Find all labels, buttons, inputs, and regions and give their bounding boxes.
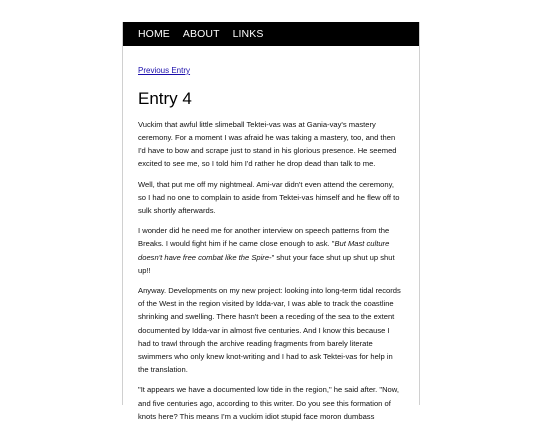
paragraph-3-italic-quote: But Mast culture doesn't have free combat like the Spire- [138, 239, 390, 262]
entry-paragraph-3 [138, 224, 404, 277]
entry-paragraph-1: Vuckim that awful little slimeball Tektei-vas was at Gania-vay's mastery ceremony. For a moment I was afraid he was taking a mastery, too, and then I'd have to bow and scrape just to stand in his glorious presence. He seemed excited to see me, so I told him I'd rather he drop dead than talk to me. [138, 119, 397, 169]
paragraph-3-text-b: " shut your face shut up shut up shut up!! [138, 252, 395, 275]
page-title: Entry 4 [138, 89, 192, 108]
entry-paragraph-4: Anyway. Developments on my new project: looking into long-term tidal records of the West in the region visited by Idda-var, I was able to track the coastline shrinking and swelling. There hasn't been a receding of the sea to the extent documented by Idda-var in almost five centuries. And I know this because I had to trawl through the archive reading fragments from barely literate swimmers who only knew knot-writing and I had to ask Tektei-vas for help in the translation. [138, 285, 401, 375]
entry-paragraph-2: Well, that put me off my nightmeal. Ami-var didn't even attend the ceremony, so I had no one to complain to aside from Tektei-vas himself and he flew off to sulk shortly afterwards. [138, 179, 400, 215]
nav-home-link[interactable]: HOME [138, 27, 170, 40]
paragraph-3-text-a: I wonder did he need me for another interview on speech patterns from the Breaks. I would fight him if he came close enough to ask. " [138, 226, 390, 249]
entry-content [123, 46, 419, 423]
entry-paragraph-5: "It appears we have a documented low tide in the region," he said after. "Now, and five centuries ago, according to this writer. Do you see this formation of knots here? This means I'm a vuckim idiot stupid face moron dumbass [138, 385, 399, 421]
previous-entry-link[interactable]: Previous Entry [138, 66, 191, 75]
nav-about-link[interactable]: ABOUT [182, 27, 220, 40]
nav-links-link[interactable]: LINKS [232, 27, 264, 40]
page-container [122, 22, 420, 421]
top-nav-bar [123, 22, 419, 46]
